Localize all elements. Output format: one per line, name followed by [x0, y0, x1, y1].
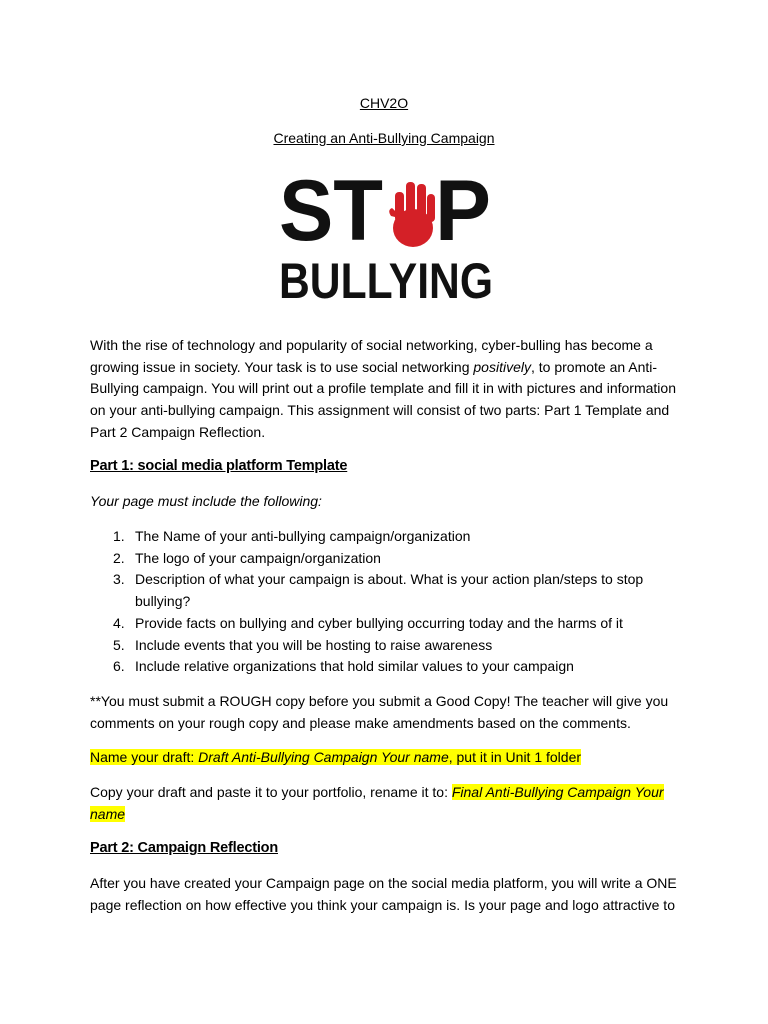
- stop-bullying-logo: [275, 163, 497, 309]
- logo-text-bullying: BULLYING: [279, 253, 493, 309]
- document-title: Creating an Anti-Bullying Campaign: [273, 130, 495, 146]
- list-item: 1. The Name of your anti-bullying campaign/organization: [113, 528, 471, 544]
- part1-heading: Part 1: social media platform Template: [90, 458, 348, 474]
- list-item: 4. Provide facts on bullying and cyber bullying occurring today and the harms of it: [113, 614, 623, 631]
- red-hand-icon: [389, 182, 435, 247]
- rough-copy-note: **You must submit a ROUGH copy before you submit a Good Copy! The teacher will give you comments on your rough copy and please make amendments based on the comments.: [90, 693, 669, 731]
- requirements-list: [90, 526, 650, 678]
- intro-paragraph: With the rise of technology and popularity of social networking, cyber-bulling has become a growing issue in society. Your task is to use social networking positively, to promote an Anti-Bullying campaign. You will print out a profile template and fill it in with pictures and information on your anti-bullying campaign. This assignment will consist of two parts: Part 1 Template and Part 2 Campaign Reflection.: [90, 337, 676, 440]
- intro-emphasis: positively: [473, 358, 531, 375]
- list-item: 2. The logo of your campaign/organization: [113, 549, 381, 566]
- logo-text-st: ST: [279, 163, 383, 259]
- part2-heading: Part 2: Campaign Reflection: [90, 840, 278, 856]
- course-code: CHV2O: [359, 95, 409, 111]
- final-filename: Final Anti-Bullying Campaign Your name: [90, 784, 664, 822]
- part2-paragraph: After you have created your Campaign page on the social media platform, you will write a ONE page reflection on how effective you think your campaign is. Is your page and logo attractive to: [90, 875, 677, 913]
- draft-naming-line: Name your draft: Draft Anti-Bullying Campaign Your name, put it in Unit 1 folder: [90, 749, 582, 765]
- logo-text-p: P: [435, 163, 491, 259]
- final-naming-line: Copy your draft and paste it to your portfolio, rename it to: Final Anti-Bullying Campaign Your name: [90, 784, 664, 822]
- list-item: 6. Include relative organizations that hold similar values to your campaign: [113, 658, 574, 675]
- part1-instruction: Your page must include the following:: [90, 493, 322, 509]
- list-item: 5. Include events that you will be hosting to raise awareness: [113, 636, 493, 653]
- draft-filename: Draft Anti-Bullying Campaign Your name: [198, 749, 449, 765]
- list-item: 3. Description of what your campaign is about. What is your action plan/steps to stop bullying?: [113, 571, 644, 610]
